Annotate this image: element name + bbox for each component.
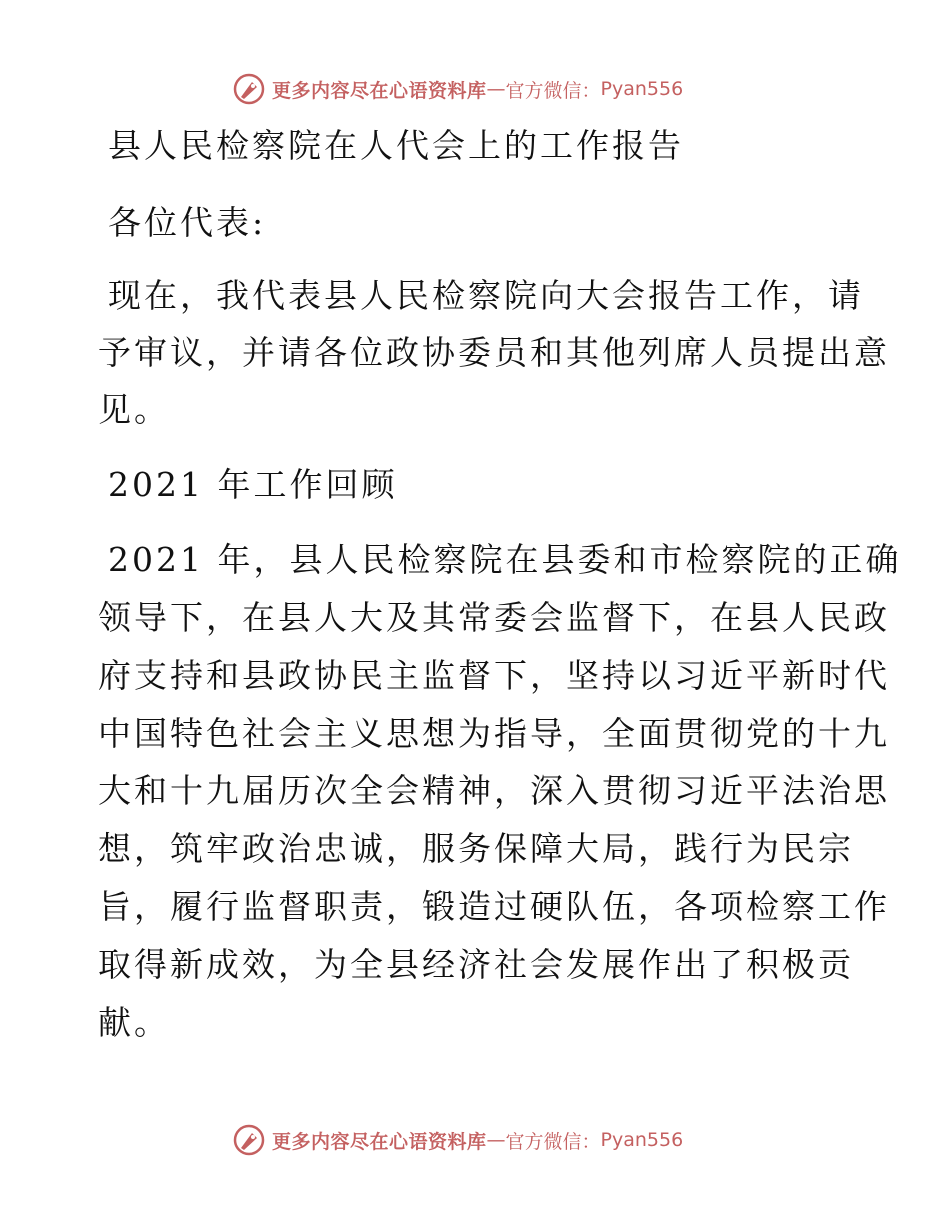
section-heading: 2021 年工作回顾 [108,465,398,504]
body-line: 府支持和县政协民主监督下，坚持以习近平新时代 [98,656,890,695]
watermark-wechat-label: 官方微信： [505,79,601,102]
intro-line: 现在，我代表县人民检察院向大会报告工作，请 [108,276,864,315]
intro-line: 予审议，并请各位政协委员和其他列席人员提出意 [98,333,890,372]
body-line: 2021 年，县人民检察院在县委和市检察院的正确 [108,540,902,579]
watermark-brand: 更多内容尽在心语资料库 [272,1130,487,1153]
body-line: 献。 [98,1003,170,1042]
pen-nib-logo-icon [232,72,266,106]
body-line: 领导下，在县人大及其常委会监督下，在县人民政 [98,598,890,637]
document-title: 县人民检察院在人代会上的工作报告 [108,126,684,165]
body-line: 旨，履行监督职责，锻造过硬队伍，各项检察工作 [98,887,890,926]
body-line: 想，筑牢政治忠诚，服务保障大局，践行为民宗 [98,829,854,868]
header-watermark [232,72,683,106]
salutation: 各位代表: [108,203,267,242]
watermark-separator: — [486,1129,506,1151]
body-line: 大和十九届历次全会精神，深入贯彻习近平法治思 [98,771,890,810]
watermark-account: Pyan556 [600,1129,684,1151]
body-line: 取得新成效，为全县经济社会发展作出了积极贡 [98,945,854,984]
pen-nib-logo-icon [232,1123,266,1157]
intro-line: 见。 [98,390,170,429]
watermark-wechat-label: 官方微信： [505,1130,601,1153]
body-line: 中国特色社会主义思想为指导，全面贯彻党的十九 [98,714,890,753]
watermark-separator: — [486,78,506,100]
watermark-account: Pyan556 [600,78,684,100]
footer-watermark [232,1123,683,1157]
watermark-brand: 更多内容尽在心语资料库 [272,79,487,102]
